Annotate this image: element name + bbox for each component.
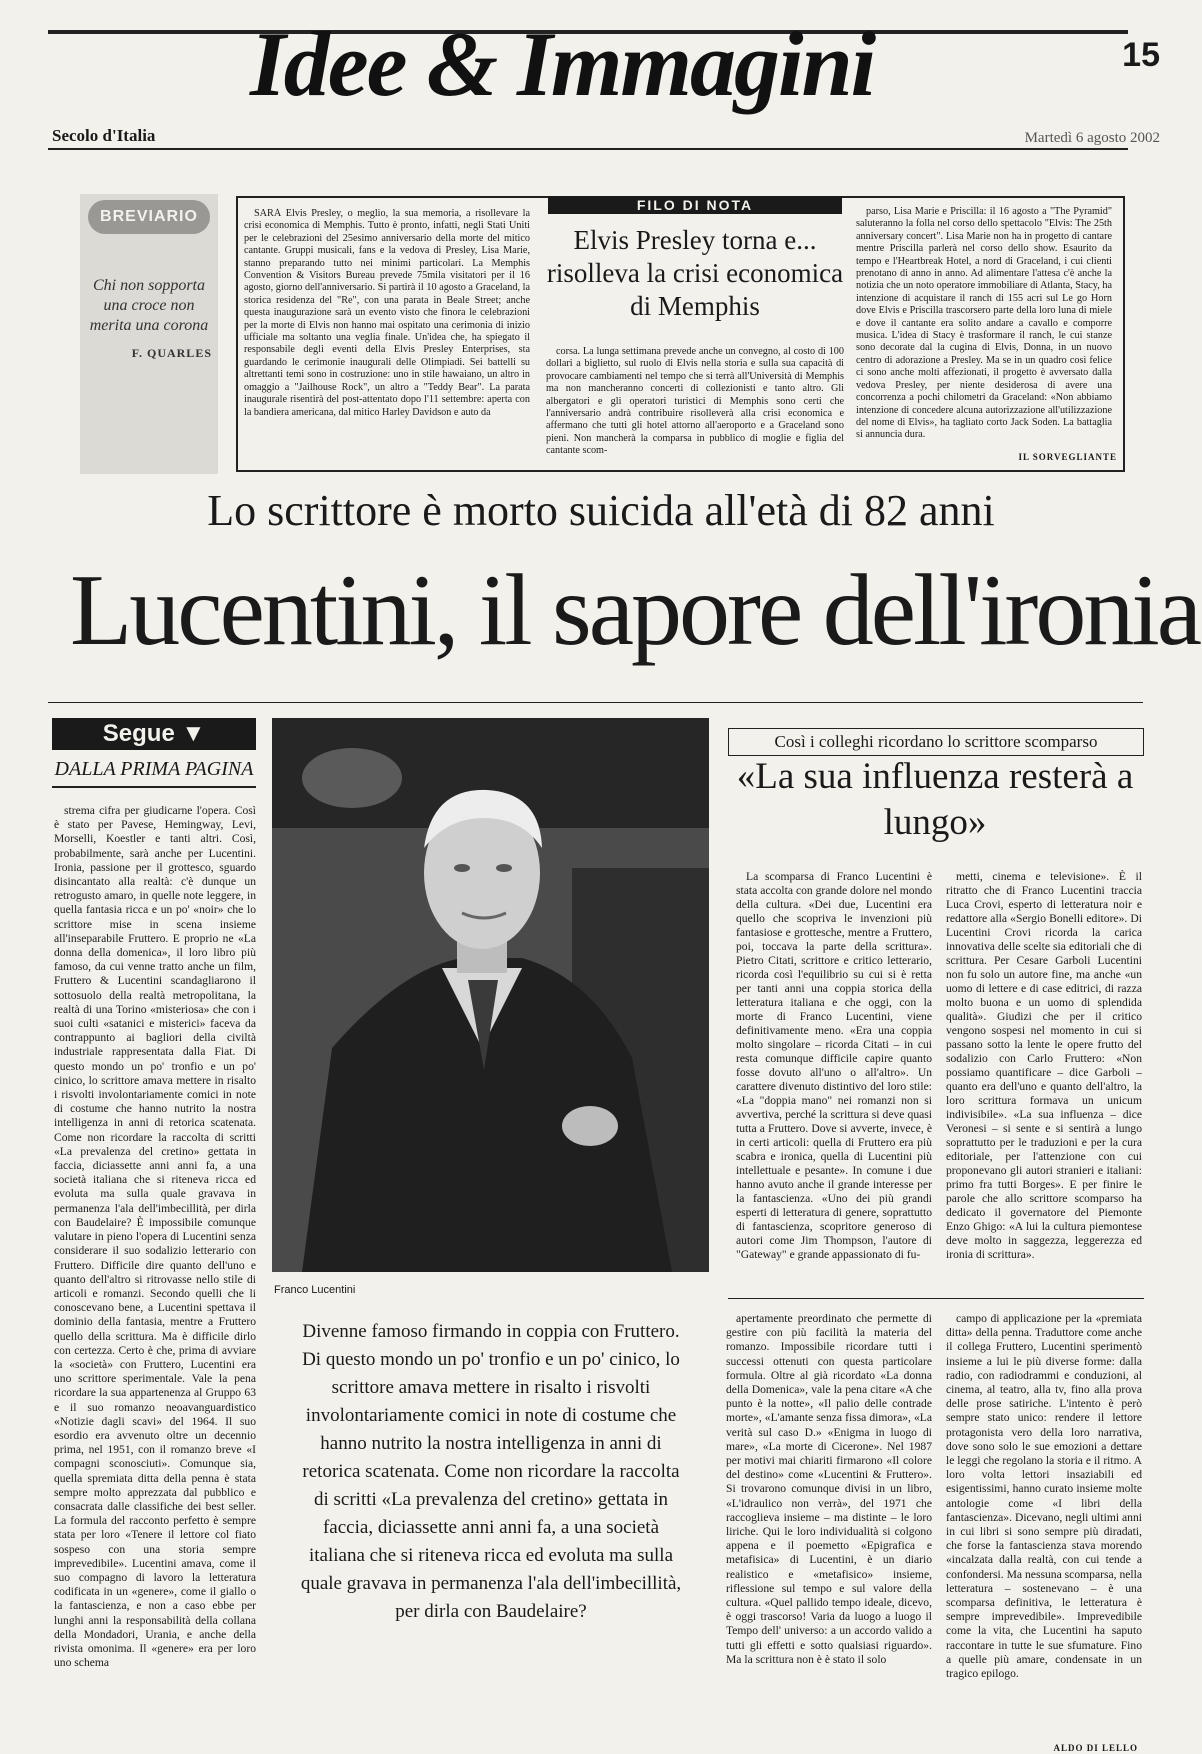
- filo-column-1: [244, 208, 530, 464]
- article-signature: ALDO DI LELLO: [1053, 1743, 1138, 1753]
- article-left-text: strema cifra per giudicarne l'opera. Così è stato per Pavese, Hemingway, Levi, Morselli, Koestler e tanti altri. Così, probabilmente, sarà anche per Lucentini. Ironia, passione per il grottesco, sguardo disincantato alla realtà: c'è dunque un retrogusto amaro, in quelle note leggere, in quella fantasia ricca e un po' «noir» che lo scrittore mise in scena insieme all'inseparabile Fruttero. E proprio ne «La donna della domenica», il loro libro più famoso, da cui venne tratto anche un film, Fruttero & Lucentini scandagliarono il sottosuolo della realtà metropolitana, la realtà di una Torino «misteriosa» che con i suoi culti «satanici e misterici» faceva da contrappunto ai bagliori della civiltà industriale rappresentata dalla Fiat. Di questo mondo un po' tronfio e un po' cinico, lo scrittore amava mettere in risalto i risvolti involontariamente comici in note di costume che hanno nutrito la nostra intelligenza in anni di retorica scatenata. Come non ricordare la raccolta di scritti «La prevalenza del cretino» gettata in faccia, diciassette anni anni fa, a una società italiana che si riteneva ricca ed evoluta ma sulla quale gravava in permanenza l'ala dell'imbecillità, per dirla con Baudelaire? È impossibile comunque valutare in pieno l'opera di Lucentini senza considerare il suo sodalizio letterario con Fruttero. Difficile dire quanto dell'uno e quanto dell'altro si ritrovasse nello stile di articoli e romanzi. Secondo quelli che li conoscevano bene, a Lucentini spettava il dominio della fantasia, mentre a Fruttero quello della scrittura. Ma è difficile dirlo con certezza. Certo è che, prima di avviare la «società» con Fruttero, Lucentini era uno scrittore sperimentale. Vale la pena ricordare la sua appartenenza al Gruppo 63 e il suo romanzo neoavanguardistico «Notizie dagli scavi» del 1964. Il suo esordio era avvenuto oltre un decennio prima, nel 1951, con il romanzo breve «I compagni sconosciuti». Comunque sia, quella spremiata ditta della penna è stata sempre molto apprezzata dal pubblico e consacrata dalle classifiche dei best seller. La formula del racconto perfetto è sempre stata per loro «Tenere il lettore col fiato sospeso con una storia sempre imprevedibile». Lucentini amava, come il suo compagno di lavoro la letteratura codificata in un «genere», come il giallo o la fantascienza, e non a caso ebbe per lunghi anni la responsabilità della collana della Mondadori, Urania, e anche della rivista omonima. Il «genere» era per loro uno schema: [54, 804, 256, 1670]
- sidebar-column-3: [726, 1312, 932, 1740]
- headline-rule: [48, 702, 1143, 703]
- sidebar-column-4: [946, 1312, 1142, 1740]
- filo-column-3: [856, 206, 1112, 442]
- filo-col2-text: corsa. La lunga settimana prevede anche un convegno, al costo di 100 dollari a biglietto, sul ruolo di Elvis nella storia e sulla sua capacità di provocare cambiamenti nel tempo che si terrà all'Università di Memphis ma non mancheranno concerti di collezionisti e tanto altro. Gli albergatori e gli operatori turistici di Memphis sono certi che l'anniversario andrà contribuire risolleverà alla crisi economica e affermano che tutti gli hotel attorno all'aeroporto e a Graceland sono pieni. Non mancherà la comparsa in pubblico di moglie e figlia del cantante scom-: [546, 346, 844, 457]
- sidebar-kicker: Così i colleghi ricordano lo scrittore scomparso: [728, 728, 1144, 756]
- lucentini-portrait-illustration: [272, 718, 709, 1272]
- segue-label: Segue ▼: [52, 718, 256, 750]
- sidebar-col4-text: campo di applicazione per la «premiata ditta» della penna. Traduttore come anche il collega Fruttero, Lucentini sperimentò insieme a lui le più diverse forme: dalla radio, con radiodrammi e conduzioni, al cinema, al teatro, alla tv, fino alla prova delle prose satiriche. L'intento è però sempre stato unico: rendere il lettore protagonista vero della loro narrativa, dove sono solo le sue emozioni a dettare le leggi che regolano la storia e il ritmo. A loro volta lettori insaziabili ed esigentissimi, hanno curato insieme molte antologie come «I libri della fantascienza». Dicevano, negli ultimi anni in cui libri si sono sempre più diradati, che forse la fantascienza stava morendo «incalzata dalla realtà, con cui tende a confondersi. Ma nessuna scomparsa, nella letteratura – sostenevano – è una scomparsa definitiva, le letteratura è sempre imprevedibile». Imprevedibile come la vita, che Lucentini ha saputo raccontare in tutte le sue sfumature. Fino a quelle più amare, condensate in un tragico epilogo.: [946, 1312, 1142, 1681]
- filo-signature: IL SORVEGLIANTE: [1018, 452, 1117, 462]
- photo-caption: Franco Lucentini: [274, 1284, 356, 1296]
- sidebar-title: «La sua influenza resterà a lungo»: [736, 756, 1134, 843]
- lucentini-photo: [272, 718, 709, 1272]
- dalla-prima-pagina-label: DALLA PRIMA PAGINA: [52, 756, 256, 788]
- filo-column-2: [546, 346, 844, 464]
- sidebar-col1-text: La scomparsa di Franco Lucentini è stata accolta con grande dolore nel mondo della cultura. «Dei due, Lucentini era quello che scopriva le invenzioni più fantasiose e grottesche, mentre a Fruttero, poi, toccava la parte della scrittura». Pietro Citati, scrittore e critico letterario, ricorda così l'equilibrio su cui si è retta per tanti anni una coppia storica della letteratura italiana e che oggi, con la morte di Franco Lucentini, viene definitivamente meno. «Era una coppia molto singolare – ricorda Citati – in cui resta comunque difficile capire quanto fosse dovuto all'uno o all'altro». Un carattere divenuto distintivo del loro stile: «La "doppia mano" nei romanzi non si avvertiva, perché la scrittura si deve quasi tutta a Fruttero. Dove si avverte, invece, è in certi articoli: quella di Fruttero era più scabra e ironica, quella di Lucentini più intellettuale e pesante». In comune i due hanno avuto anche il grande interesse per la fantascienza. «Uno dei più grandi esperti di letteratura di genere, soprattutto di fantascienza, scopritore generoso di autori come Jim Thompson, l'autore di "Gateway" e grande appassionato di fu-: [736, 870, 932, 1261]
- breviario-label: BREVIARIO: [88, 200, 210, 234]
- section-title: Idee & Immagini: [250, 13, 875, 115]
- breviario-box: [80, 194, 218, 474]
- filo-col1-text: SARÀ Elvis Presley, o meglio, la sua memoria, a risollevare la crisi economica di Memphis. Tutto è pronto, infatti, negli Stati Uniti per le celebrazioni del 25esimo anniversario della morte del mitico cantante. Gruppi musicali, fans e la vedova di Presley, Lisa Marie, stanno preparando tutto nei minimi particolari. La Memphis Convention & Visitors Bureau prevede 75mila visitatori per il 16 agosto, giorno dell'anniversario. Si partirà il 10 agosto a Graceland, la storica residenza del "Re", con una parata in Beale Street; anche questa inaugurazione sarà un evento visto che finora le celebrazioni per la morte di Elvis non hanno mai ospitato una cerimonia di inizio ufficiale ma soltanto una veglia finale. Un'idea che, ha spiegato il responsabile degli eventi della Elvis Presley Enterprises, sta guardando le cerimonie inaugurali delle Olimpiadi. Sei battelli su altrettanti temi sono in costruzione: uno in stile hawaiano, un altro in omaggio a "Jailhouse Rock", un altro a "Teddy Bear". La parata inaugurale risentirà del post-attentato dopo l'11 settembre: aperta con la bandiera americana, dal mitico Harley Davidson e auto da: [244, 208, 530, 418]
- filo-col3-text: parso, Lisa Marie e Priscilla: il 16 agosto a "The Pyramid" saluteranno la folla nel corso dello spettacolo "Elvis: The 25th anniversary concert". Lisa Marie non ha in progetto di cantare mentre Priscilla parlerà nel corso dello show. Esaurito da tempo e l'Heartbreak Hotel, a nord di Graceland, i cui clienti prenotano di anno in anno. Ad alimentare l'attesa c'è anche la notizia che un noto operatore immobiliare di Atlanta, Stacy, ha intenzione di acquistare il ranch di 155 acri sul Le go Horn dove Elvis e Priscilla trascorsero parte della loro luna di miele e dove il cantante era solito andare a cavallo e comporre musica. L'idea di Stacy è trasformare il ranch, le cui stanze sono decorate dal la cugina di Elvis, Donna, in un nuovo centro di adorazione a Presley. Ma se in un quadro così felice ci sono anche molti affezionati, il progetto è avversato dalla vedova Presley, per niente desiderosa di avere una concorrenza a pochi chilometri da Graceland: «Non abbiamo intenzione di concedere alcuna autorizzazione all'utilizzazione del nome di Elvis», ha tagliato corto Jack Soden. La battaglia si annuncia dura.: [856, 206, 1112, 441]
- filo-title: Elvis Presley torna e... risolleva la crisi economica di Memphis: [546, 225, 844, 321]
- sidebar-column-1: [736, 870, 932, 1288]
- sidebar-col3-text: apertamente preordinato che permette di gestire con più facilità la materia del romanzo. Impossibile ricordare tutti i successi ottenuti con questa particolare formula. Oltre al già ricordato «La donna della Domenica», vale la pena citare «A che punto è la notte», «Il palio delle contrade morte», «L'amante senza fissa dimora», «La verità sul caso D.» «Enigma in luogo di mare», «La morte di Cicerone». Nel 1987 per motivi mai chiariti firmarono «Il colore del destino» come «Lucentini & Fruttero». Si trovarono comunque divisi in un libro, «L'idraulico non verrà», del 1971 che raccoglieva insieme – ma distinte – le loro liriche. Qui le loro individualità si colgono appena e il poemetto «Epigrafica e metafisica» di Lucentini, è un diario realistico e «metafisico» insieme, riflessione sul tempo e sul valore della cultura. «Quel pallido tempo ideale, dicevo, è oggi trascorso! Varia da luogo a luogo il Tempo dell' universo: a un accordo valido a tutti gli effetti e sotto qualsiasi riguardo». Ma la scrittura non è è stato il solo: [726, 1312, 932, 1666]
- page-number: 15: [1122, 36, 1160, 74]
- newspaper-name: Secolo d'Italia: [52, 126, 156, 145]
- sidebar-column-2: [946, 870, 1142, 1288]
- sidebar-bottom-rule: [728, 1298, 1144, 1299]
- header-bottom-rule: [48, 148, 1128, 150]
- issue-date: Martedì 6 agosto 2002: [1024, 130, 1160, 146]
- breviario-author: F. QUARLES: [131, 346, 212, 360]
- breviario-quote: Chi non sopporta una croce non merita una corona: [89, 277, 209, 334]
- filo-di-nota-label: FILO DI NOTA: [548, 196, 842, 214]
- article-kicker: Lo scrittore è morto suicida all'età di 82 anni: [207, 486, 995, 535]
- article-headline: Lucentini, il sapore dell'ironia: [70, 554, 1199, 667]
- article-left-column: [54, 804, 256, 1740]
- sidebar-col2-text: metti, cinema e televisione». È il ritratto che di Franco Lucentini traccia Luca Crovi, esperto di letteratura noir e redattore alla «Sergio Bonelli editore». Di Lucentini Crovi ricorda la carica innovativa delle scelte sia editoriali che di scrittura. Per Cesare Garboli Lucentini non fu solo un autore fine, ma anche «un uomo di lettere e di case editrici, di razza molto buona e un uomo di splendida qualità». Giudizi che per il critico vengono sospesi nel momento in cui si passano sotto la lente le opere frutto del sodalizio con Carlo Fruttero: «Non possiamo quantificare – dice Garboli – quanto era dell'uno e quanto dell'altro, la loro scrittura formava un unicum indivisibile». «La sua influenza – dice Veronesi – si sente e si sentirà a lungo soprattutto per le traduzioni e per la cura editoriale, per l'attenzione con cui proponevano gli autori stranieri e italiani: primo fra tutti Borges». E per finire le parole che allo scrittore scomparso ha dedicato il governatore del Piemonte Enzo Ghigo: «A lui la cultura piemontese deve molto in saggezza, leggerezza ed ironia di scrittura».: [946, 870, 1142, 1261]
- pull-quote: Divenne famoso firmando in coppia con Fruttero. Di questo mondo un po' tronfio e un po' cinico, lo scrittore amava mettere in risalto i risvolti involontariamente comici in note di costume che hanno nutrito la nostra intelligenza in anni di retorica scatenata. Come non ricordare la raccolta di scritti «La prevalenza del cretino» gettata in faccia, diciassette anni anni fa, a una società italiana che si riteneva ricca ed evoluta ma sulla quale gravava in permanenza l'ala dell'imbecillità, per dirla con Baudelaire?: [300, 1321, 682, 1622]
